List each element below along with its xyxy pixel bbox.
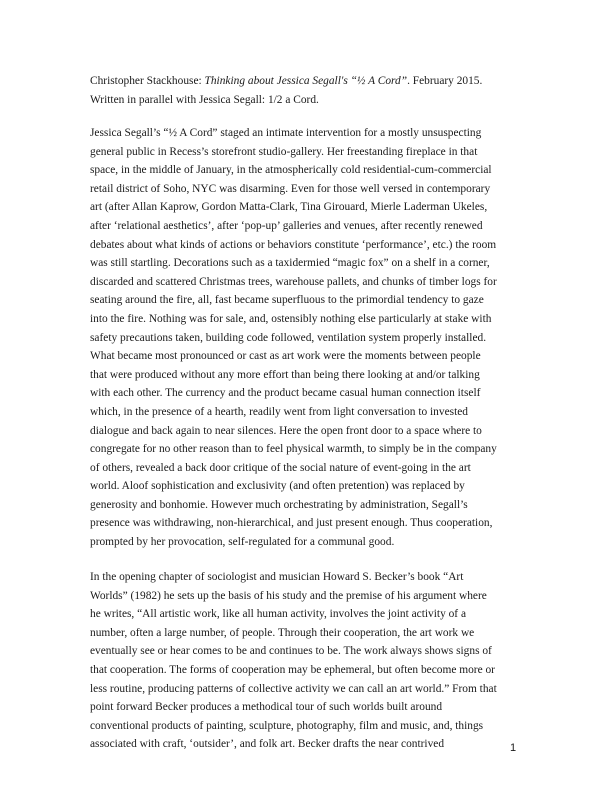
paragraph-line: point forward Becker produces a methodical tour of such worlds built around	[90, 701, 443, 714]
paragraph-line: dialogue and back again to near silences. Here the open front door to a space where to	[90, 424, 482, 437]
author-credit: Christopher Stackhouse:	[90, 75, 205, 87]
paragraph-line: with each other. The currency and the product became casual human connection itself	[90, 387, 481, 400]
paragraph-line: seating around the fire, all, fast became superfluous to the primordial tendency to gaze	[90, 294, 484, 307]
essay-date: . February 2015.	[407, 75, 483, 87]
paragraph-line: congregate for no other reason than to feel physical warmth, to simply be in the company	[90, 443, 497, 456]
heading-line-2: Written in parallel with Jessica Segall: 1/2 a Cord.	[90, 93, 319, 106]
paragraph-line: discarded and scattered Christmas trees, warehouse pallets, and chunks of timber logs for	[90, 275, 497, 288]
paragraph-line: number, often a large number, of people. Through their cooperation, the art work we	[90, 626, 475, 639]
paragraph-line: after ‘relational aesthetics’, after ‘pop-up’ galleries and venues, after recently renewed	[90, 219, 483, 232]
paragraph-line: presence was withdrawing, non-hierarchical, and just present enough. Thus cooperation,	[90, 517, 493, 530]
paragraph-line: world. Aloof sophistication and exclusivity (and often pretention) was replaced by	[90, 480, 465, 493]
page-number: 1	[510, 742, 517, 754]
paragraph-line: associated with craft, ‘outsider’, and folk art. Becker drafts the near contrived	[90, 738, 445, 751]
paragraph-line: Jessica Segall’s “½ A Cord” staged an intimate intervention for a mostly unsuspecting	[90, 127, 482, 139]
paragraph-line: retail district of Soho, NYC was disarming. Even for those well versed in contemporary	[90, 182, 491, 195]
paragraph-line: that cooperation. The forms of cooperation may be ephemeral, but often become more or	[90, 663, 495, 676]
paragraph-1	[90, 124, 530, 552]
paragraph-line: into the fire. Nothing was for sale, and, ostensibly nothing else particularly at stake with	[90, 312, 492, 325]
paragraph-line: What became most pronounced or cast as art work were the moments between people	[90, 350, 481, 363]
paragraph-line: debates about what kinds of actions or behaviors constitute ‘performance’, etc.) the room	[90, 238, 497, 251]
essay-title: Thinking about Jessica Segall's “½ A Cord”	[204, 75, 408, 87]
paragraph-line: general public in Recess’s storefront studio-gallery. Her freestanding fireplace in that	[90, 145, 478, 158]
paragraph-line: Worlds” (1982) he sets up the basis of his study and the premise of his argument where	[90, 589, 487, 602]
paragraph-line: space, in the middle of January, in the atmospherically cold residential-cum-commercial	[90, 164, 492, 177]
paragraph-line: art (after Allan Kaprow, Gordon Matta-Clark, Tina Girouard, Mierle Laderman Ukeles,	[90, 201, 488, 214]
paragraph-2	[90, 568, 530, 754]
paragraph-line: generosity and bonhomie. However much orchestrating by administration, Segall’s	[90, 498, 468, 511]
paragraph-line: safety precautions taken, building code followed, ventilation system properly installed.	[90, 331, 487, 344]
document-heading	[90, 72, 530, 109]
paragraph-line: of others, revealed a back door critique of the social nature of event-going in the art	[90, 461, 471, 474]
paragraph-line: he writes, “All artistic work, like all human activity, involves the joint activity of a	[90, 608, 467, 621]
paragraph-line: that were produced without any more effort than being there looking at and/or talking	[90, 368, 480, 381]
paragraph-line: conventional products of painting, sculpture, photography, film and music, and, things	[90, 719, 484, 732]
paragraph-line: less routine, producing patterns of collective activity we can call an art world.” From that	[90, 682, 497, 695]
paragraph-line: prompted by her provocation, self-regulated for a communal good.	[90, 536, 395, 549]
paragraph-line: In the opening chapter of sociologist and musician Howard S. Becker’s book “Art	[90, 571, 464, 583]
paragraph-line: eventually see or hear comes to be and continues to be. The work always shows signs of	[90, 645, 492, 658]
paragraph-line: was still startling. Decorations such as a taxidermied “magic fox” on a shelf in a corner,	[90, 257, 490, 270]
heading-line-1	[90, 72, 530, 91]
paragraph-line: which, in the presence of a hearth, readily went from light conversation to invested	[90, 405, 468, 418]
